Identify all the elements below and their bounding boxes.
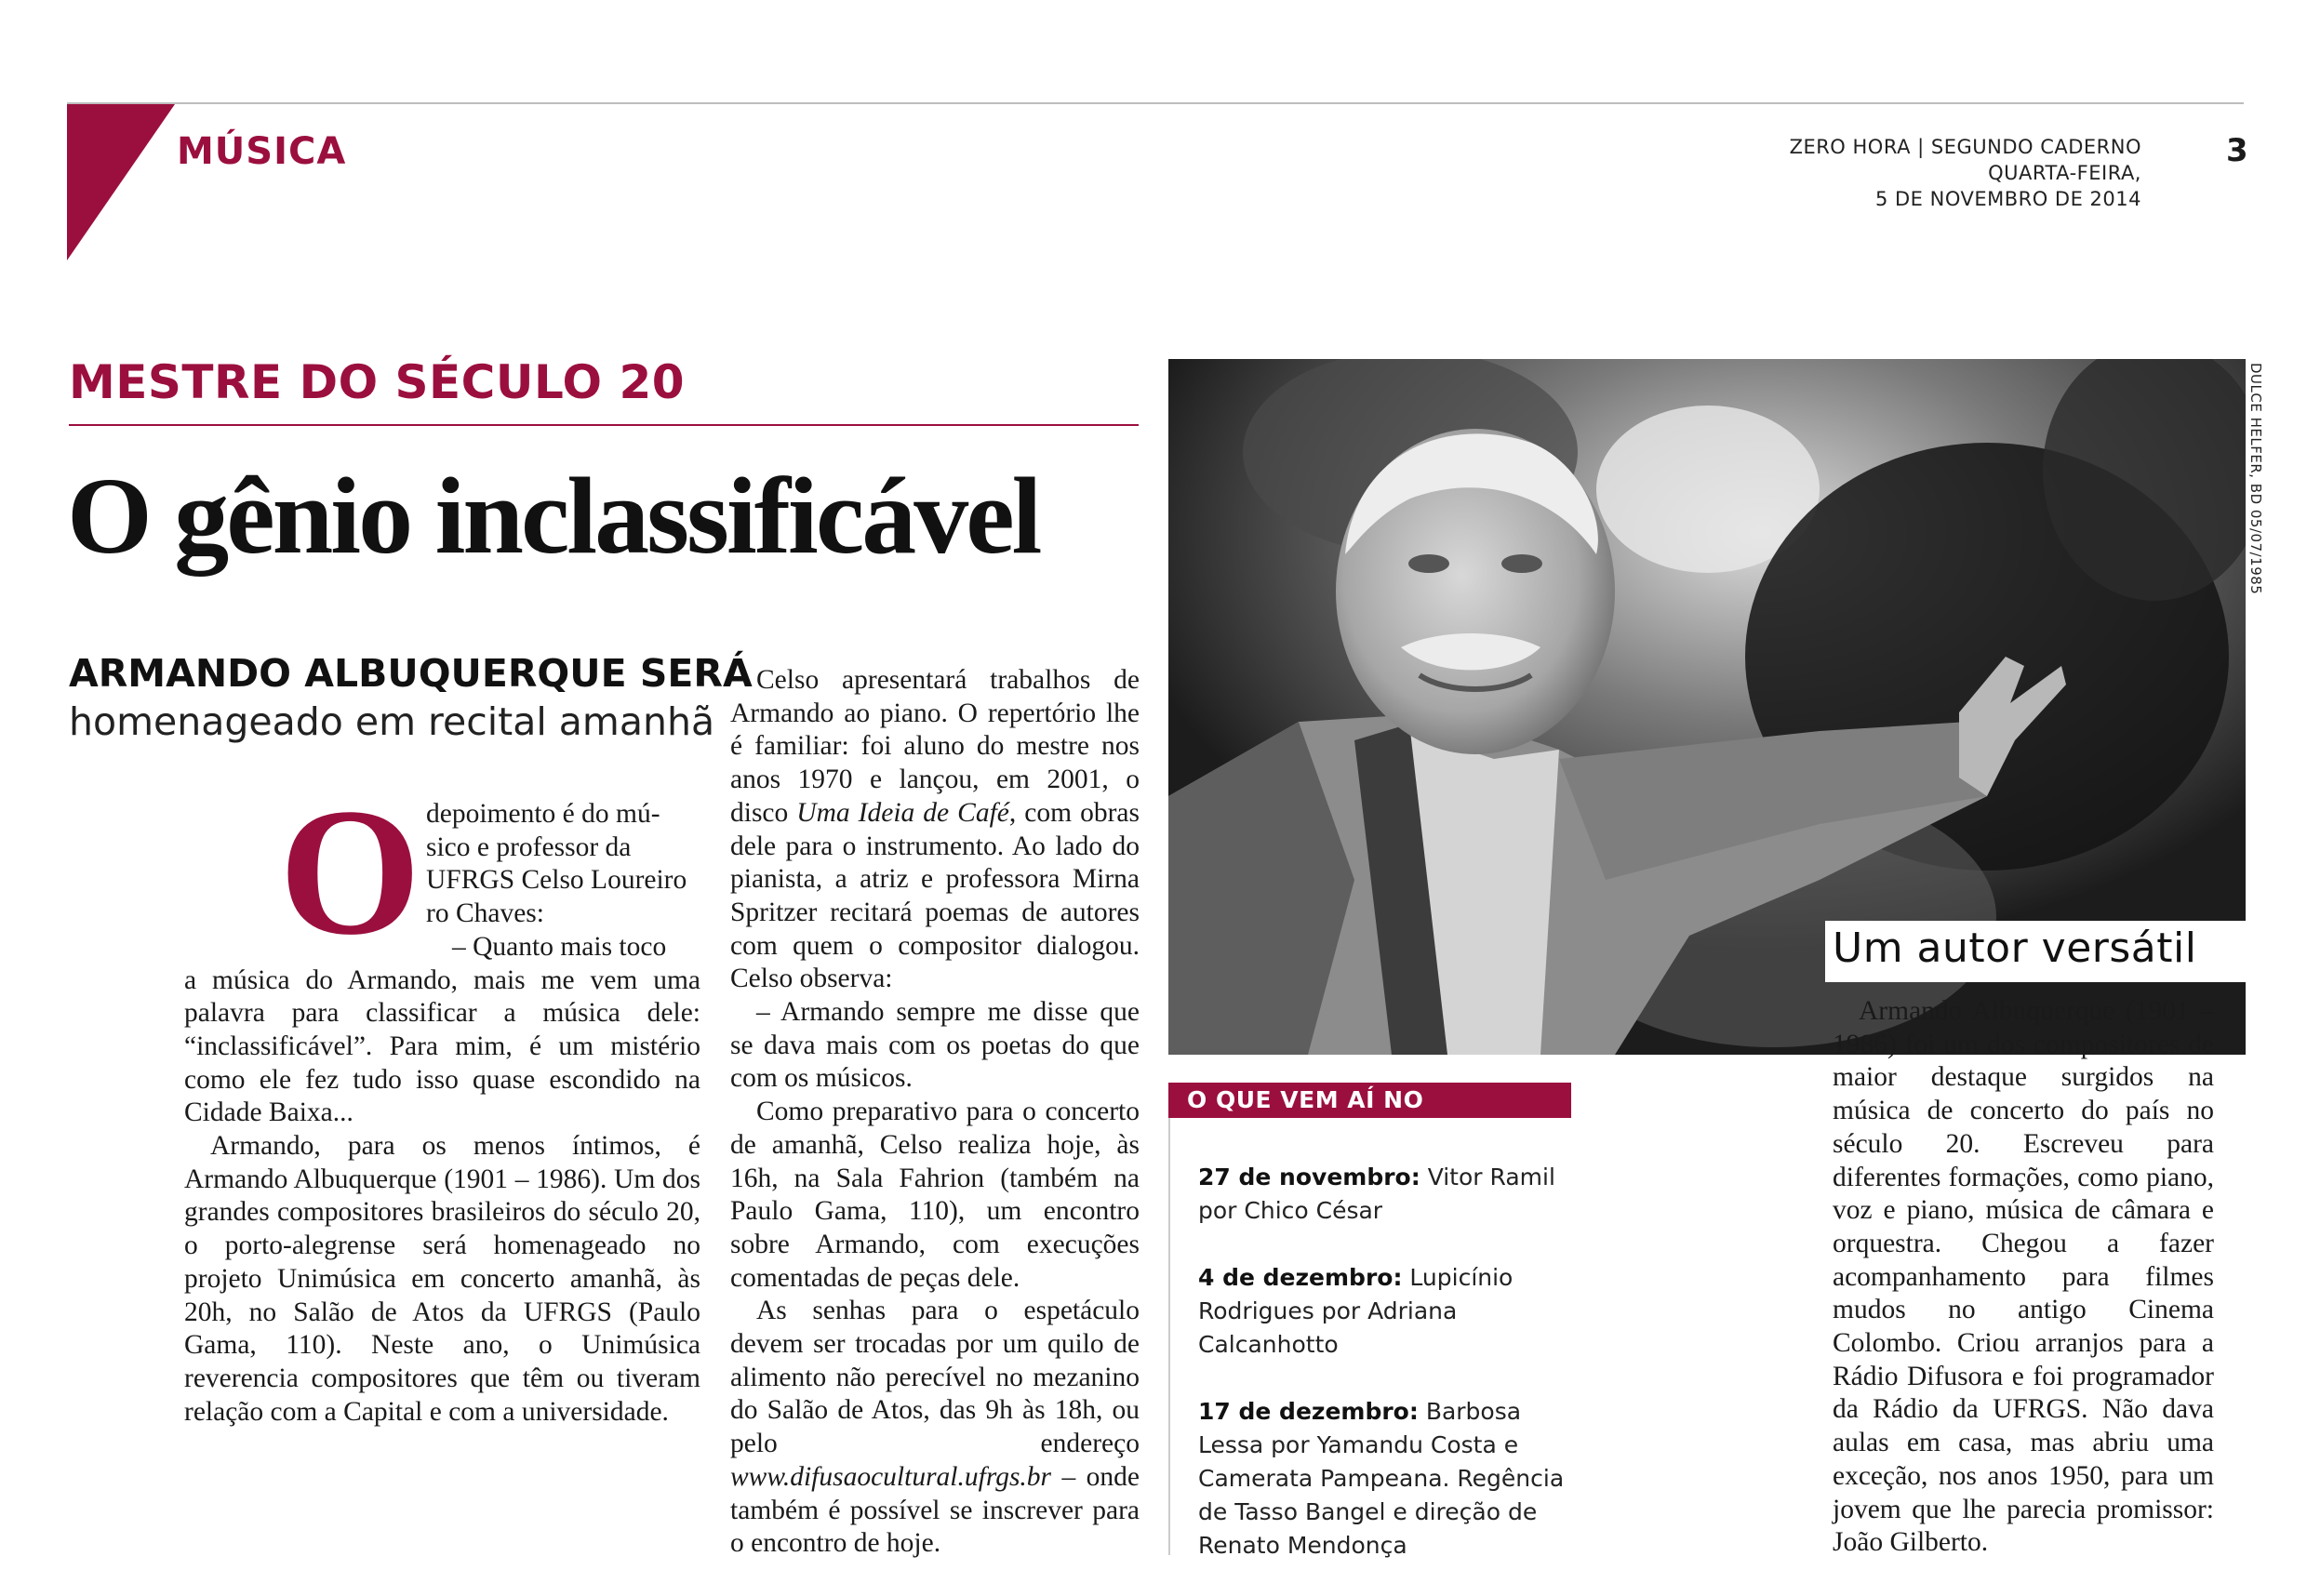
article-column-1 (184, 798, 700, 1429)
photo-credit-text: DULCE HELFER, BD 05/07/1985 (2247, 363, 2264, 595)
album-title: Uma Ideia de Café (796, 797, 1009, 828)
section-label: MÚSICA (177, 130, 347, 173)
event-date: 4 de dezembro: (1198, 1264, 1403, 1291)
sidebar-paragraph: Armando Albuquerque (1901 – 1986) foi um dos compositores de maior destaque surgidos na música de concerto do país no século 20. Escreveu para diferentes formações, como piano, voz e piano, música de câmara e orquestra. Chegou a fazer acompanhamento para filmes mudos no antigo Cinema Colombo. Criou arranjos para a Rádio Difusora e foi programador da Rádio da UFRGS. Não dava aulas em casa, mas abriu uma exceção, nos anos 1950, para um jovem que lhe parecia promissor: João Gilberto. (1833, 996, 2214, 1558)
col2-text: As senhas para o espetáculo devem ser trocadas por um quilo de alimento não perecível no mezanino do Salão de Atos, das 9h às 18h, ou pelo endereço (730, 1296, 1140, 1459)
section-corner-flag (67, 104, 175, 260)
col1-wrap-line: ro Chaves: (426, 898, 544, 929)
deck-bold: ARMANDO ALBUQUERQUE SERÁ (69, 651, 753, 696)
event-date: 17 de dezembro: (1198, 1398, 1419, 1425)
upcoming-list (1198, 1161, 1589, 1596)
page-number: 3 (2226, 132, 2248, 169)
upcoming-label: O QUE VEM AÍ NO UNIMÚSICA (1168, 1083, 1571, 1118)
kicker-rule (69, 424, 1139, 426)
masthead-weekday: QUARTA-FEIRA, (1988, 162, 2141, 184)
event-item (1198, 1261, 1589, 1362)
masthead (1790, 134, 2141, 212)
col2-paragraph (730, 1295, 1140, 1561)
col2-text: – onde também é possível se inscrever para o encontro de hoje. (730, 1461, 1140, 1559)
event-desc: Lupicínio Rodrigues por Adriana Calcanhotto (1198, 1264, 1514, 1358)
event-date: 27 de novembro: (1198, 1164, 1420, 1190)
website-link[interactable]: www.difusaocultural.ufrgs.br (730, 1461, 1052, 1492)
col1-wrap-line: – Quanto mais toco (452, 931, 667, 962)
event-item (1198, 1161, 1589, 1228)
kicker: MESTRE DO SÉCULO 20 (69, 355, 686, 409)
masthead-date: 5 DE NOVEMBRO DE 2014 (1874, 188, 2141, 210)
event-desc: Barbosa Lessa por Yamandu Costa e Camerata Pampeana. Regência de Tasso Bangel e direção de Renato Mendonça (1198, 1398, 1565, 1559)
col1-paragraph: Armando, para os menos íntimos, é Armando Albuquerque (1901 – 1986). Um dos grandes compositores brasileiros do século 20, o porto-alegrense será homenageado no projeto Unimúsica em concerto amanhã, às 20h, no Salão de Atos da UFRGS (Paulo Gama, 110). Neste ano, o Unimúsica reverencia compositores que têm ou tiveram relação com a Capital e com a universidade. (184, 1131, 700, 1427)
col1-wrap-line: sico e professor da (426, 831, 632, 862)
col1-paragraph: a música do Armando, mais me vem uma palavra para classificar a música dele: “inclassificável”. Para mim, é um mistério como ele fez tudo isso quase escondido na Cidade Baixa... (184, 964, 700, 1128)
col2-paragraph: Como preparativo para o concerto de amanhã, Celso realiza hoje, às 16h, na Sala Fahrion (também na Paulo Gama, 110), um encontro sobre Armando, com execuções comentadas de peças dele. (730, 1097, 1140, 1293)
article-column-2 (730, 664, 1140, 1561)
deck-light: homenageado em recital amanhã (69, 699, 715, 744)
photo-credit (2242, 363, 2270, 595)
col1-wrap-line: UFRGS Celso Loureiro (426, 865, 687, 896)
col1-wrap-line: depoimento é do mú- (426, 799, 660, 829)
event-item (1198, 1395, 1589, 1563)
col2-text: , com obras dele para o instrumento. Ao lado do pianista, a atriz e professora Mirna Spritzer recitará poemas de autores com quem o compositor dialogou. Celso observa: (730, 797, 1140, 994)
col2-paragraph (730, 664, 1140, 996)
upcoming-rule (1168, 1118, 1170, 1555)
masthead-publication: ZERO HORA | SEGUNDO CADERNO (1789, 136, 2141, 158)
event-desc: Vitor Ramil por Chico César (1198, 1164, 1555, 1224)
top-rule (67, 102, 2244, 104)
dropcap: O (279, 771, 421, 973)
col2-text: Celso apresentará trabalhos de Armando ao piano. O repertório lhe é familiar: foi aluno do mestre nos anos 1970 e lançou, em 2001, o disco (730, 665, 1140, 828)
col2-paragraph: – Armando sempre me disse que se dava mais com os poetas do que com os músicos. (730, 997, 1140, 1094)
sidebar-title: Um autor versátil (1833, 924, 2197, 972)
sidebar-text (1833, 995, 2214, 1560)
headline: O gênio inclassificável (67, 455, 1040, 577)
